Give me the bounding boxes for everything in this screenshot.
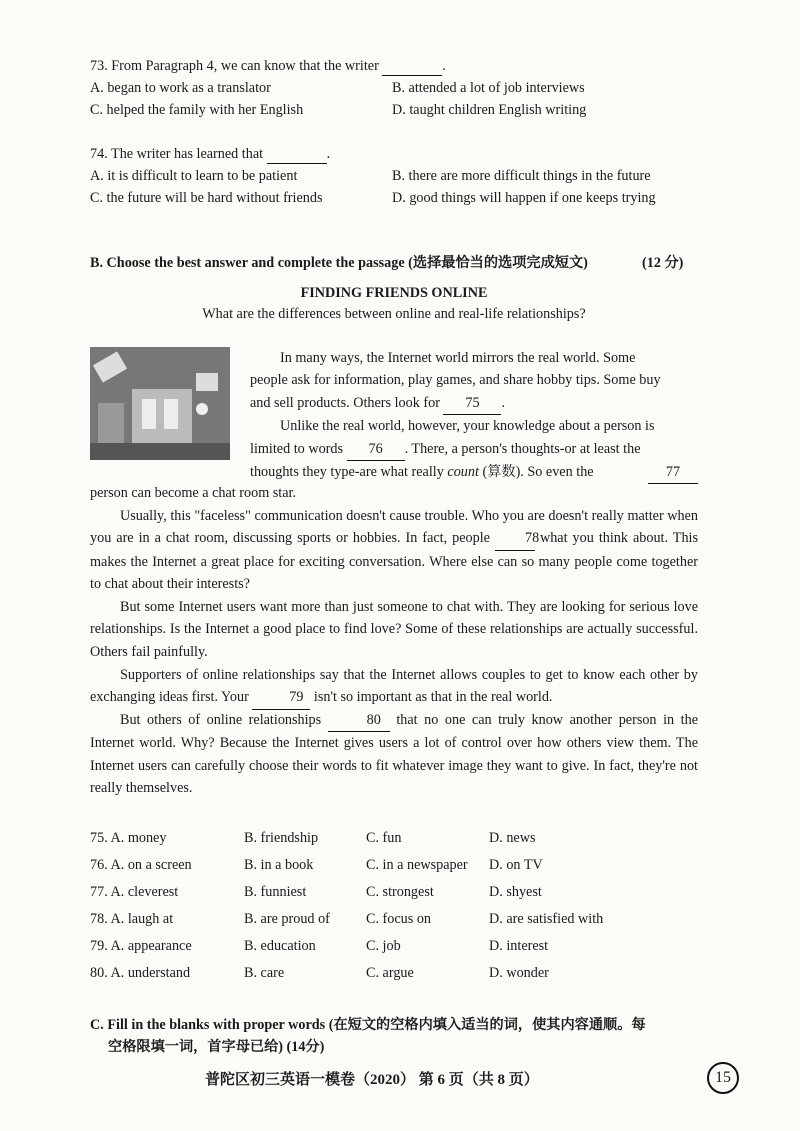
passage-subtitle: What are the differences between online and real-life relationships? bbox=[202, 306, 586, 322]
section-b-heading: B. Choose the best answer and complete the passage (选择最恰当的选项完成短文) bbox=[90, 255, 588, 271]
q73-option-c: C. helped the family with her English bbox=[90, 102, 304, 118]
passage-para-1: In many ways, the Internet world mirrors the real world. Some people ask for information, play games, and share hobby tips. Some buy and sell products. Others look for 75 . Unlike the real world, however, your knowledge about a person is limited to words 76 . There, a person's thoughts-or at least the thoughts they type-are what really count (算数). So even the 77 bbox=[250, 347, 698, 484]
option-row-78-d: D. are satisfied with bbox=[489, 911, 604, 927]
option-row-77-c: C. strongest bbox=[366, 884, 434, 900]
q74-option-b: B. there are more difficult things in the future bbox=[392, 168, 651, 184]
blank-78: 78 bbox=[495, 527, 535, 550]
option-row-79-d: D. interest bbox=[489, 938, 549, 954]
option-row-78-c: C. focus on bbox=[366, 911, 432, 927]
passage-illustration bbox=[90, 347, 230, 460]
blank-76: 76 bbox=[347, 438, 405, 461]
option-row-75-c: C. fun bbox=[366, 830, 402, 846]
page-footer: 普陀区初三英语一模卷（2020） 第 6 页（共 8 页） bbox=[205, 1072, 539, 1088]
option-row-77-d: D. shyest bbox=[489, 884, 542, 900]
option-row-80-d: D. wonder bbox=[489, 965, 549, 981]
q73-option-a: A. began to work as a translator bbox=[90, 80, 271, 96]
option-row-80-a: 80. A. understand bbox=[90, 965, 191, 981]
option-row-76-a: 76. A. on a screen bbox=[90, 857, 192, 873]
blank-80: 80 bbox=[328, 709, 390, 732]
passage-title: FINDING FRIENDS ONLINE bbox=[300, 285, 488, 301]
q74-option-d: D. good things will happen if one keeps trying bbox=[392, 190, 656, 206]
passage-para-5: Supporters of online relationships say that the Internet allows couples to get to know each other by exchanging ideas first. Your 79 isn't so important as that in the real world. bbox=[90, 664, 698, 710]
option-row-75-b: B. friendship bbox=[244, 830, 319, 846]
q73-stem: 73. From Paragraph 4, we can know that the writer . bbox=[90, 58, 446, 74]
blank-79: 79 bbox=[252, 686, 310, 709]
option-row-79-a: 79. A. appearance bbox=[90, 938, 192, 954]
option-row-78-a: 78. A. laugh at bbox=[90, 911, 174, 927]
option-row-78-b: B. are proud of bbox=[244, 911, 330, 927]
option-row-75-a: 75. A. money bbox=[90, 830, 167, 846]
page-number-circle: 15 bbox=[707, 1062, 739, 1094]
blank-77: 77 bbox=[648, 461, 698, 484]
section-c-heading-line-2: 空格限填一词，首字母已给) (14分) bbox=[108, 1039, 325, 1055]
q74-stem: 74. The writer has learned that . bbox=[90, 146, 331, 162]
option-row-76-c: C. in a newspaper bbox=[366, 857, 468, 873]
option-row-79-b: B. education bbox=[244, 938, 316, 954]
passage-para-4: But some Internet users want more than just someone to chat with. They are looking for serious love relationships. Is the Internet a good place to find love? Some of these relationships are actually successful. Others fail painfully. bbox=[90, 599, 698, 660]
q74-option-a: A. it is difficult to learn to be patient bbox=[90, 168, 298, 184]
q74-option-c: C. the future will be hard without friends bbox=[90, 190, 323, 206]
option-row-76-b: B. in a book bbox=[244, 857, 314, 873]
option-row-79-c: C. job bbox=[366, 938, 401, 954]
section-b-score: (12 分) bbox=[642, 255, 684, 271]
passage-para-3: Usually, this "faceless" communication doesn't cause trouble. Who you are doesn't really matter when you are in a chat room, discussing sports or hobbies. In fact, people 78 what you think about. This makes the Internet a great place for exciting conversation. Where else can so many people come together to chat about their interests? bbox=[90, 508, 699, 593]
option-row-76-d: D. on TV bbox=[489, 857, 543, 873]
passage-para-2-end: person can become a chat room star. bbox=[90, 485, 297, 501]
section-c-heading-line-1: C. Fill in the blanks with proper words (在短文的空格内填入适当的词，使其内容通顺。每 bbox=[90, 1017, 646, 1033]
q73-option-d: D. taught children English writing bbox=[392, 102, 587, 118]
option-row-77-a: 77. A. cleverest bbox=[90, 884, 179, 900]
blank-75: 75 bbox=[443, 392, 501, 415]
passage-para-6: But others of online relationships 80 that no one can truly know another person in the Internet world. Why? Because the Internet gives users a lot of control over how others view them. The Internet users can carefully choose their words to fit whatever image they want to give. In fact, they're not really themselves. bbox=[90, 709, 698, 800]
option-row-77-b: B. funniest bbox=[244, 884, 307, 900]
option-row-80-c: C. argue bbox=[366, 965, 414, 981]
option-row-80-b: B. care bbox=[244, 965, 285, 981]
q73-option-b: B. attended a lot of job interviews bbox=[392, 80, 585, 96]
option-row-75-d: D. news bbox=[489, 830, 536, 846]
